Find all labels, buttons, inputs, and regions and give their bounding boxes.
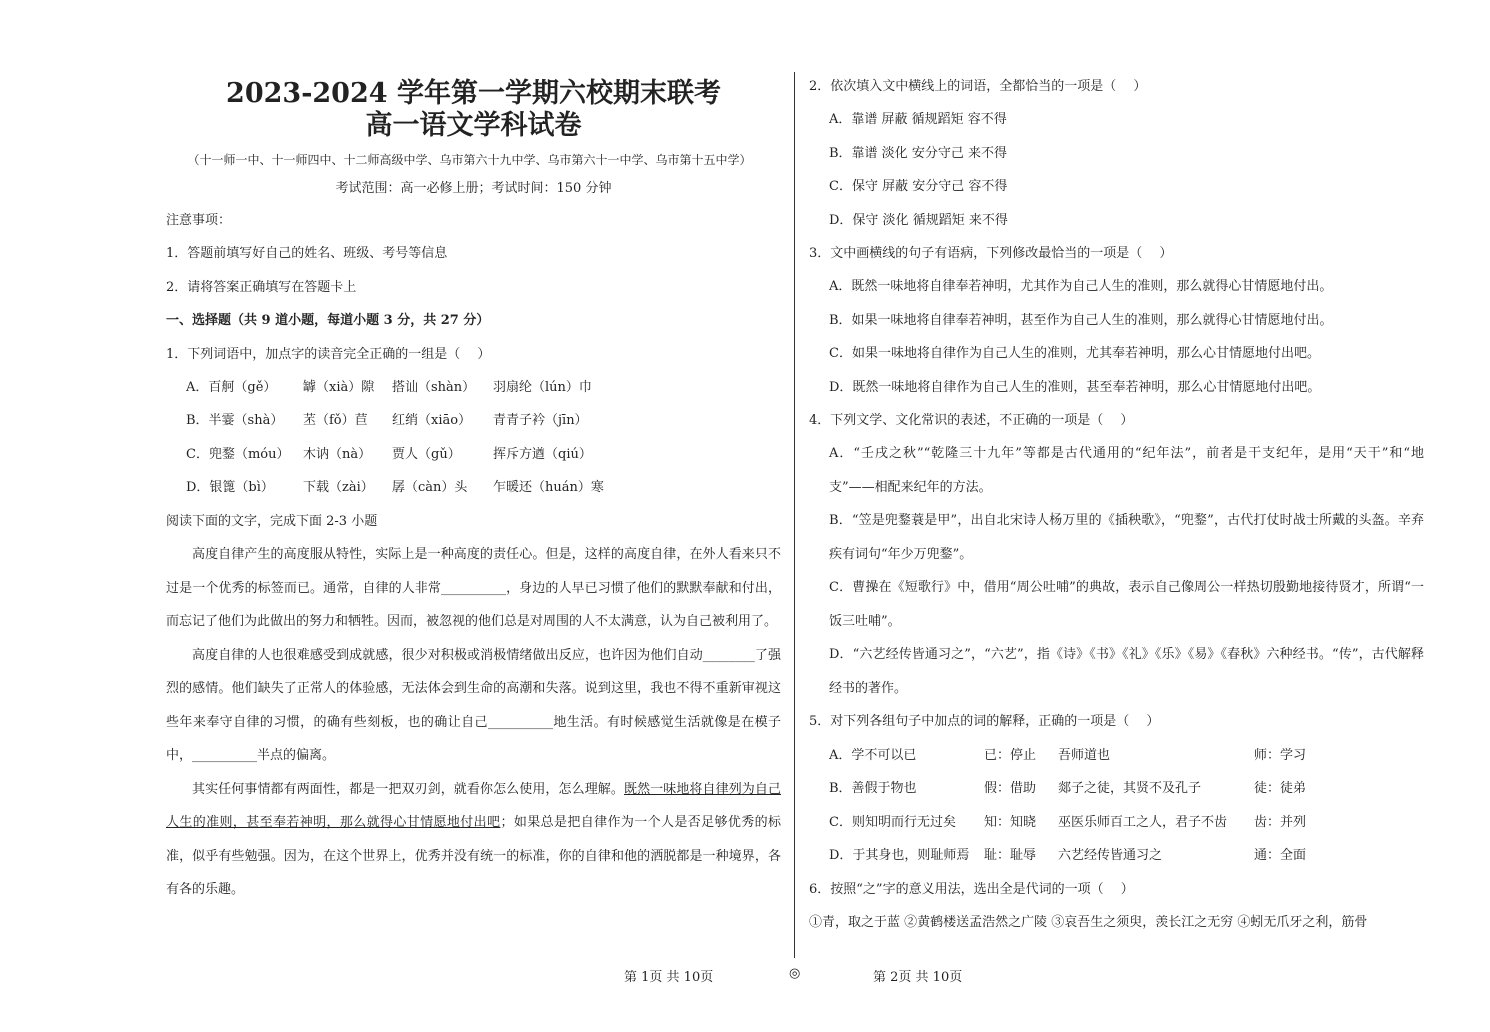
q1-b-item: 苤（fǒ）苣 (303, 413, 368, 429)
exam-scope: 考试范围：高一必修上册；考试时间：150 分钟 (335, 181, 612, 196)
q5-b-item: B．善假于物也 (829, 781, 917, 797)
section-heading: 一、选择题（共 9 道小题，每道小题 3 分，共 27 分） (166, 313, 490, 329)
q1-option-b (166, 404, 781, 437)
q1-a-item: A．百舸（gě） (186, 380, 277, 396)
left-column (166, 70, 781, 907)
q5-d-item: D．于其身也，则耻师焉 (829, 848, 970, 864)
q2-option-c: C．保守 屏蔽 安分守己 容不得 (829, 179, 1008, 195)
q5-c-item: 齿：并列 (1254, 814, 1307, 830)
participating-schools: （十一师一中、十一师四中、十二师高级中学、乌市第六十九中学、乌市第六十一中学、乌市第十五中学） (187, 153, 752, 167)
q5-option-d (809, 839, 1424, 872)
underlined-sentence: 既然一味地将自律列为自己人生的准则，甚至奉若神明，那么就得心甘情愿地付出吧 (166, 781, 781, 831)
q1-d-item: D．银篦（bì） (186, 480, 274, 496)
column-divider (794, 72, 795, 958)
q4-stem: 4．下列文学、文化常识的表述，不正确的一项是（ ） (809, 413, 1134, 429)
q3-option-a: A．既然一味地将自律奉若神明，尤其作为自己人生的准则，那么就得心甘情愿地付出。 (829, 279, 1333, 295)
q5-d-item: 耻：耻辱 (984, 848, 1037, 864)
q2-option-b: B．靠谱 淡化 安分守己 来不得 (829, 145, 1007, 161)
reading-intro: 阅读下面的文字，完成下面 2-3 小题 (166, 513, 378, 529)
q3-stem: 3．文中画横线的句子有语病，下列修改最恰当的一项是（ ） (809, 246, 1173, 262)
q5-d-item: 六艺经传皆通习之 (1058, 848, 1163, 864)
q5-a-item: 师：学习 (1254, 747, 1307, 763)
q6-stem: 6．按照“之”字的意义用法，选出全是代词的一项（ ） (809, 881, 1134, 897)
q5-c-item: 知：知晓 (984, 814, 1037, 830)
notes-heading: 注意事项： (166, 213, 232, 228)
q5-a-item: 已：停止 (984, 747, 1037, 763)
q5-d-item: 通：全面 (1254, 848, 1307, 864)
q5-b-item: 徒：徒弟 (1254, 781, 1307, 797)
q5-option-b (809, 772, 1424, 805)
q1-a-item: 搭讪（shàn） (392, 380, 476, 396)
q5-b-item: 假：借助 (984, 781, 1037, 797)
q1-option-c (166, 438, 781, 471)
q5-b-item: 郯子之徒，其贤不及孔子 (1058, 781, 1202, 797)
q2-option-d: D．保守 淡化 循规蹈矩 来不得 (829, 212, 1008, 228)
exam-title: 2023-2024 学年第一学期六校期末联考 (226, 78, 721, 109)
passage-paragraph-1: 高度自律产生的高度服从特性，实际上是一种高度的责任心。但是，这样的高度自律，在外人看来只不过是一个优秀的标签而已。通常，自律的人非常__________，身边的人早已习惯了他们的默默奉献和付出，而忘记了他们为此做出的努力和牺牲。因而，被忽视的他们总是对周围的人不太满意，认为自己被利用了。 (166, 547, 781, 630)
passage-paragraph-2: 高度自律的人也很难感受到成就感，很少对积极或消极情绪做出反应，也许因为他们自动________了强烈的感情。他们缺失了正常人的体验感，无法体会到生命的高潮和失落。说到这里，我也不得不重新审视这些年来奉守自律的习惯，的确有些刻板，也的确让自己__________地生活。有时候感觉生活就像是在模子中，__________半点的偏离。 (166, 647, 781, 764)
q1-d-item: 孱（càn）头 (392, 480, 468, 496)
q5-a-item: A．学不可以已 (829, 747, 917, 763)
q2-option-a: A．靠谱 屏蔽 循规蹈矩 容不得 (829, 112, 1007, 128)
q5-option-a (809, 739, 1424, 772)
q1-a-item: 罅（xià）隙 (303, 380, 375, 396)
q5-c-item: C．则知明而行无过矣 (829, 814, 956, 830)
center-mark: ◎ (789, 966, 801, 981)
note-1: 1．答题前填写好自己的姓名、班级、考号等信息 (166, 246, 448, 262)
q1-c-item: 贾人（gǔ） (392, 446, 461, 462)
right-column (809, 70, 1424, 939)
exam-subject-title: 高一语文学科试卷 (365, 110, 582, 141)
q5-option-c (809, 806, 1424, 839)
q1-option-a (166, 371, 781, 404)
q4-option-d: D．“六艺经传皆通习之”，“六艺”，指《诗》《书》《礼》《乐》《易》《春秋》六种经书。“传”，古代解释经书的著作。 (829, 647, 1424, 696)
page-number-right: 第 2页 共 10页 (873, 970, 963, 985)
q5-a-item: 吾师道也 (1058, 747, 1111, 763)
q1-d-item: 乍暖还（huán）寒 (493, 480, 604, 496)
passage-paragraph-3 (166, 773, 781, 907)
q1-c-item: 挥斥方遒（qiú） (493, 446, 592, 462)
q1-d-item: 下载（zài） (303, 480, 374, 496)
q1-b-item: 红绡（xiāo） (392, 413, 472, 429)
q3-option-b: B．如果一味地将自律奉若神明，甚至作为自己人生的准则，那么就得心甘情愿地付出。 (829, 312, 1333, 328)
page-number-left: 第 1页 共 10页 (624, 970, 714, 985)
passage-text: ；如果总是把自律作为一个人是否足够优秀的标准，似乎有些勉强。因为，在这个世界上，优秀并没有统一的标准，你的自律和他的洒脱都是一种境界，各有各的乐趣。 (166, 815, 781, 898)
q1-c-item: C．兜鍪（móu） (186, 446, 290, 462)
q4-option-b: B．“笠是兜鍪蓑是甲”，出自北宋诗人杨万里的《插秧歌》，“兜鍪”，古代打仗时战士所戴的头盔。辛弃疾有词句“年少万兜鍪”。 (829, 513, 1424, 562)
q5-c-item: 巫医乐师百工之人，君子不齿 (1058, 814, 1228, 830)
note-2: 2．请将答案正确填写在答题卡上 (166, 279, 357, 295)
q1-b-item: B．半霎（shà） (186, 413, 284, 429)
q1-c-item: 木讷（nà） (303, 446, 372, 462)
q1-a-item: 羽扇纶（lún）巾 (493, 380, 592, 396)
q4-option-c: C．曹操在《短歌行》中，借用“周公吐哺”的典故，表示自己像周公一样热切殷勤地接待贤才，所谓“一饭三吐哺”。 (829, 580, 1424, 629)
q2-stem: 2．依次填入文中横线上的词语，全都恰当的一项是（ ） (809, 79, 1147, 94)
passage-text: 其实任何事情都有两面性，都是一把双刃剑，就看你怎么使用，怎么理解。 (192, 781, 624, 797)
q1-b-item: 青青子衿（jīn） (493, 413, 588, 429)
q3-option-d: D．既然一味地将自律作为自己人生的准则，甚至奉若神明，那么心甘情愿地付出吧。 (829, 379, 1321, 395)
q6-sentences: ①青，取之于蓝 ②黄鹤楼送孟浩然之广陵 ③哀吾生之须臾，羡长江之无穷 ④蚓无爪牙之利，筋骨 (809, 914, 1368, 930)
q1-option-d (166, 471, 781, 504)
q4-option-a: A．“壬戌之秋”“乾隆三十九年”等都是古代通用的“纪年法”，前者是干支纪年，是用“天干”和“地支”——相配来纪年的方法。 (829, 446, 1424, 495)
q3-option-c: C．如果一味地将自律作为自己人生的准则，尤其奉若神明，那么心甘情愿地付出吧。 (829, 346, 1320, 362)
q1-stem: 1．下列词语中，加点字的读音完全正确的一组是（ ） (166, 346, 491, 362)
q5-stem: 5．对下列各组句子中加点的词的解释，正确的一项是（ ） (809, 714, 1160, 730)
